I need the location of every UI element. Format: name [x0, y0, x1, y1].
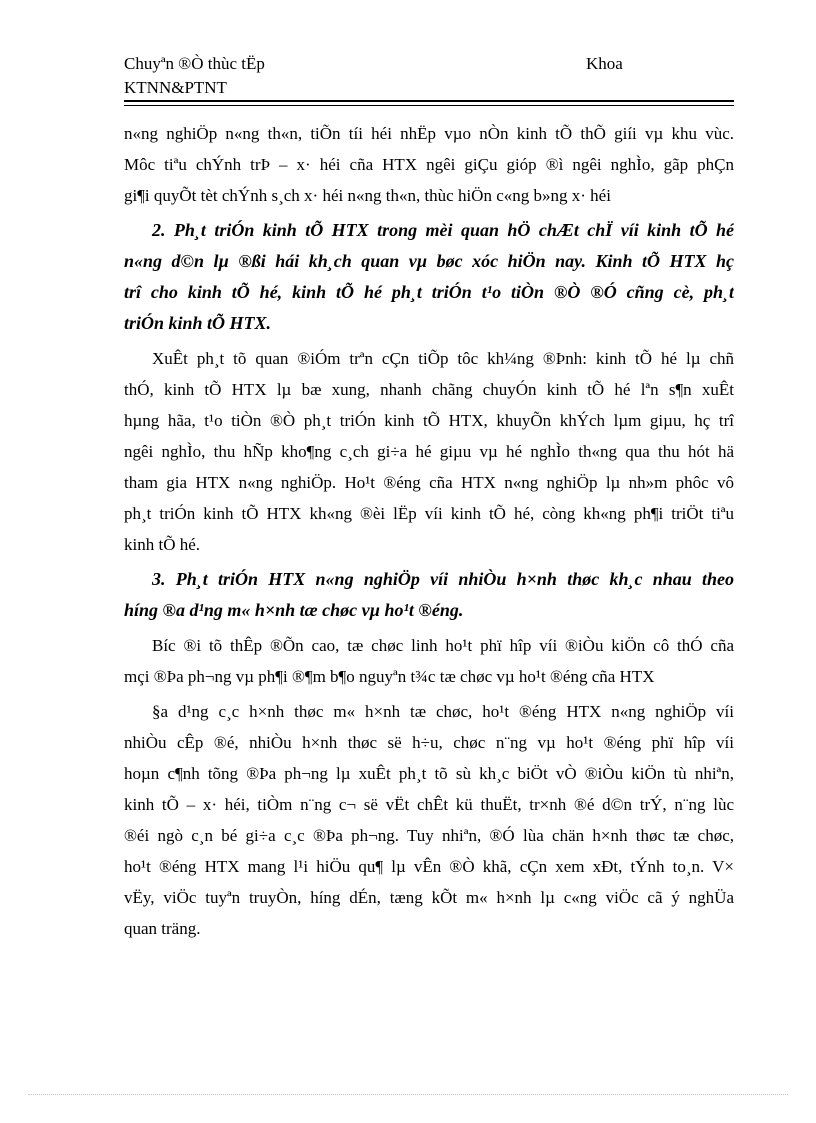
paragraph-2 — [124, 343, 734, 560]
heading-3 — [124, 564, 734, 626]
text-line: ®éi ngò c¸n bé gi÷a c¸c ®Þa ph¬ng. Tuy nhiªn, ®Ó lùa chän h×nh thøc tæ chøc, — [124, 826, 734, 845]
text-line: thÓ, kinh tÕ HTX lµ bæ xung, nhanh chãng chuyÓn kinh tÕ hé lªn s¶n xuÊt — [124, 380, 734, 399]
header-rule-thick — [124, 100, 734, 102]
text-line: Bíc ®i tõ thÊp ®Õn cao, tæ chøc linh ho¹t phï hîp víi ®iÒu kiÖn cô thÓ cña — [152, 636, 734, 655]
header-rule-thin — [124, 105, 734, 106]
text-line: gi¶i quyÕt tèt chÝnh s¸ch x· héi n«ng th«n, thùc hiÖn c«ng b»ng x· héi — [124, 186, 611, 205]
text-line: n«ng nghiÖp n«ng th«n, tiÕn tíi héi nhËp vµo nÒn kinh tÕ thÕ giíi vµ khu vùc. — [124, 124, 734, 143]
header-department: KTNN&PTNT — [124, 78, 227, 97]
text-line: hµng hãa, t¹o tiÒn ®Ò ph¸t triÓn kinh tÕ HTX, khuyÕn khÝch lµm giµu, hç trî — [124, 411, 734, 430]
header-title: Chuyªn ®Ò thùc tËp — [124, 54, 265, 73]
text-line: quan träng. — [124, 919, 201, 938]
document-body — [124, 118, 734, 944]
text-line: ph¸t triÓn kinh tÕ HTX kh«ng ®èi lËp víi kinh tÕ hé, còng kh«ng ph¶i triÖt tiªu — [124, 504, 734, 523]
page-bottom-divider — [28, 1094, 788, 1095]
paragraph-4 — [124, 696, 734, 944]
heading-2 — [124, 215, 734, 339]
page-header — [124, 52, 734, 102]
text-line: XuÊt ph¸t tõ quan ®iÓm trªn cÇn tiÕp tôc kh¼ng ®Þnh: kinh tÕ hé lµ chñ — [152, 349, 734, 368]
heading-line: n«ng d©n lµ ®ßi hái kh¸ch quan vµ bøc xóc hiÖn nay. Kinh tÕ HTX hç — [124, 251, 734, 271]
paragraph-1 — [124, 118, 734, 211]
text-line: ngêi nghÌo, thu hÑp kho¶ng c¸ch gi÷a hé giµu vµ hé nghÌo th«ng qua thu hót hä — [124, 442, 734, 461]
text-line: kinh tÕ hé. — [124, 535, 201, 554]
text-line: ho¹t ®éng HTX mang l¹i hiÖu qu¶ lµ vÊn ®Ò khã, cÇn xem xÐt, tÝnh to¸n. V× — [124, 857, 734, 876]
text-line: vËy, viÖc tuyªn truyÒn, híng dÉn, tæng kÕt m« h×nh lµ c«ng viÖc cã ý nghÜa — [124, 888, 734, 907]
paragraph-3 — [124, 630, 734, 692]
text-line: Môc tiªu chÝnh trÞ – x· héi cña HTX ngêi giÇu gióp ®ì ngêi nghÌo, gãp phÇn — [124, 155, 734, 174]
header-faculty: Khoa — [586, 54, 623, 73]
text-line: §a d¹ng c¸c h×nh thøc m« h×nh tæ chøc, ho¹t ®éng HTX n«ng nghiÖp víi — [152, 702, 734, 721]
heading-line: 3. Ph¸t triÓn HTX n«ng nghiÖp víi nhiÒu h×nh thøc kh¸c nhau theo — [152, 569, 734, 589]
text-line: kinh tÕ – x· héi, tiÒm n¨ng c¬ së vËt chÊt kü thuËt, tr×nh ®é d©n trÝ, n¨ng lùc — [124, 795, 734, 814]
heading-line: triÓn kinh tÕ HTX. — [124, 313, 272, 333]
heading-line: 2. Ph¸t triÓn kinh tÕ HTX trong mèi quan hÖ chÆt chÏ víi kinh tÕ hé — [152, 220, 734, 240]
text-line: nhiÒu cÊp ®é, nhiÒu h×nh thøc së h÷u, chøc n¨ng vµ ho¹t ®éng phï hîp víi — [124, 733, 734, 752]
text-line: mçi ®Þa ph¬ng vµ ph¶i ®¶m b¶o nguyªn t¾c tæ chøc vµ ho¹t ®éng cña HTX — [124, 667, 655, 686]
text-line: hoµn c¶nh tõng ®Þa ph¬ng lµ xuÊt ph¸t tõ sù kh¸c biÖt vÒ ®iÒu kiÖn tù nhiªn, — [124, 764, 734, 783]
text-line: tham gia HTX n«ng nghiÖp. Ho¹t ®éng cña HTX n«ng nghiÖp lµ nh»m phôc vô — [124, 473, 734, 492]
heading-line: trî cho kinh tÕ hé, kinh tÕ hé ph¸t triÓn t¹o tiÒn ®Ò ®Ó cñng cè, ph¸t — [124, 282, 734, 302]
heading-line: híng ®a d¹ng m« h×nh tæ chøc vµ ho¹t ®éng. — [124, 600, 464, 620]
